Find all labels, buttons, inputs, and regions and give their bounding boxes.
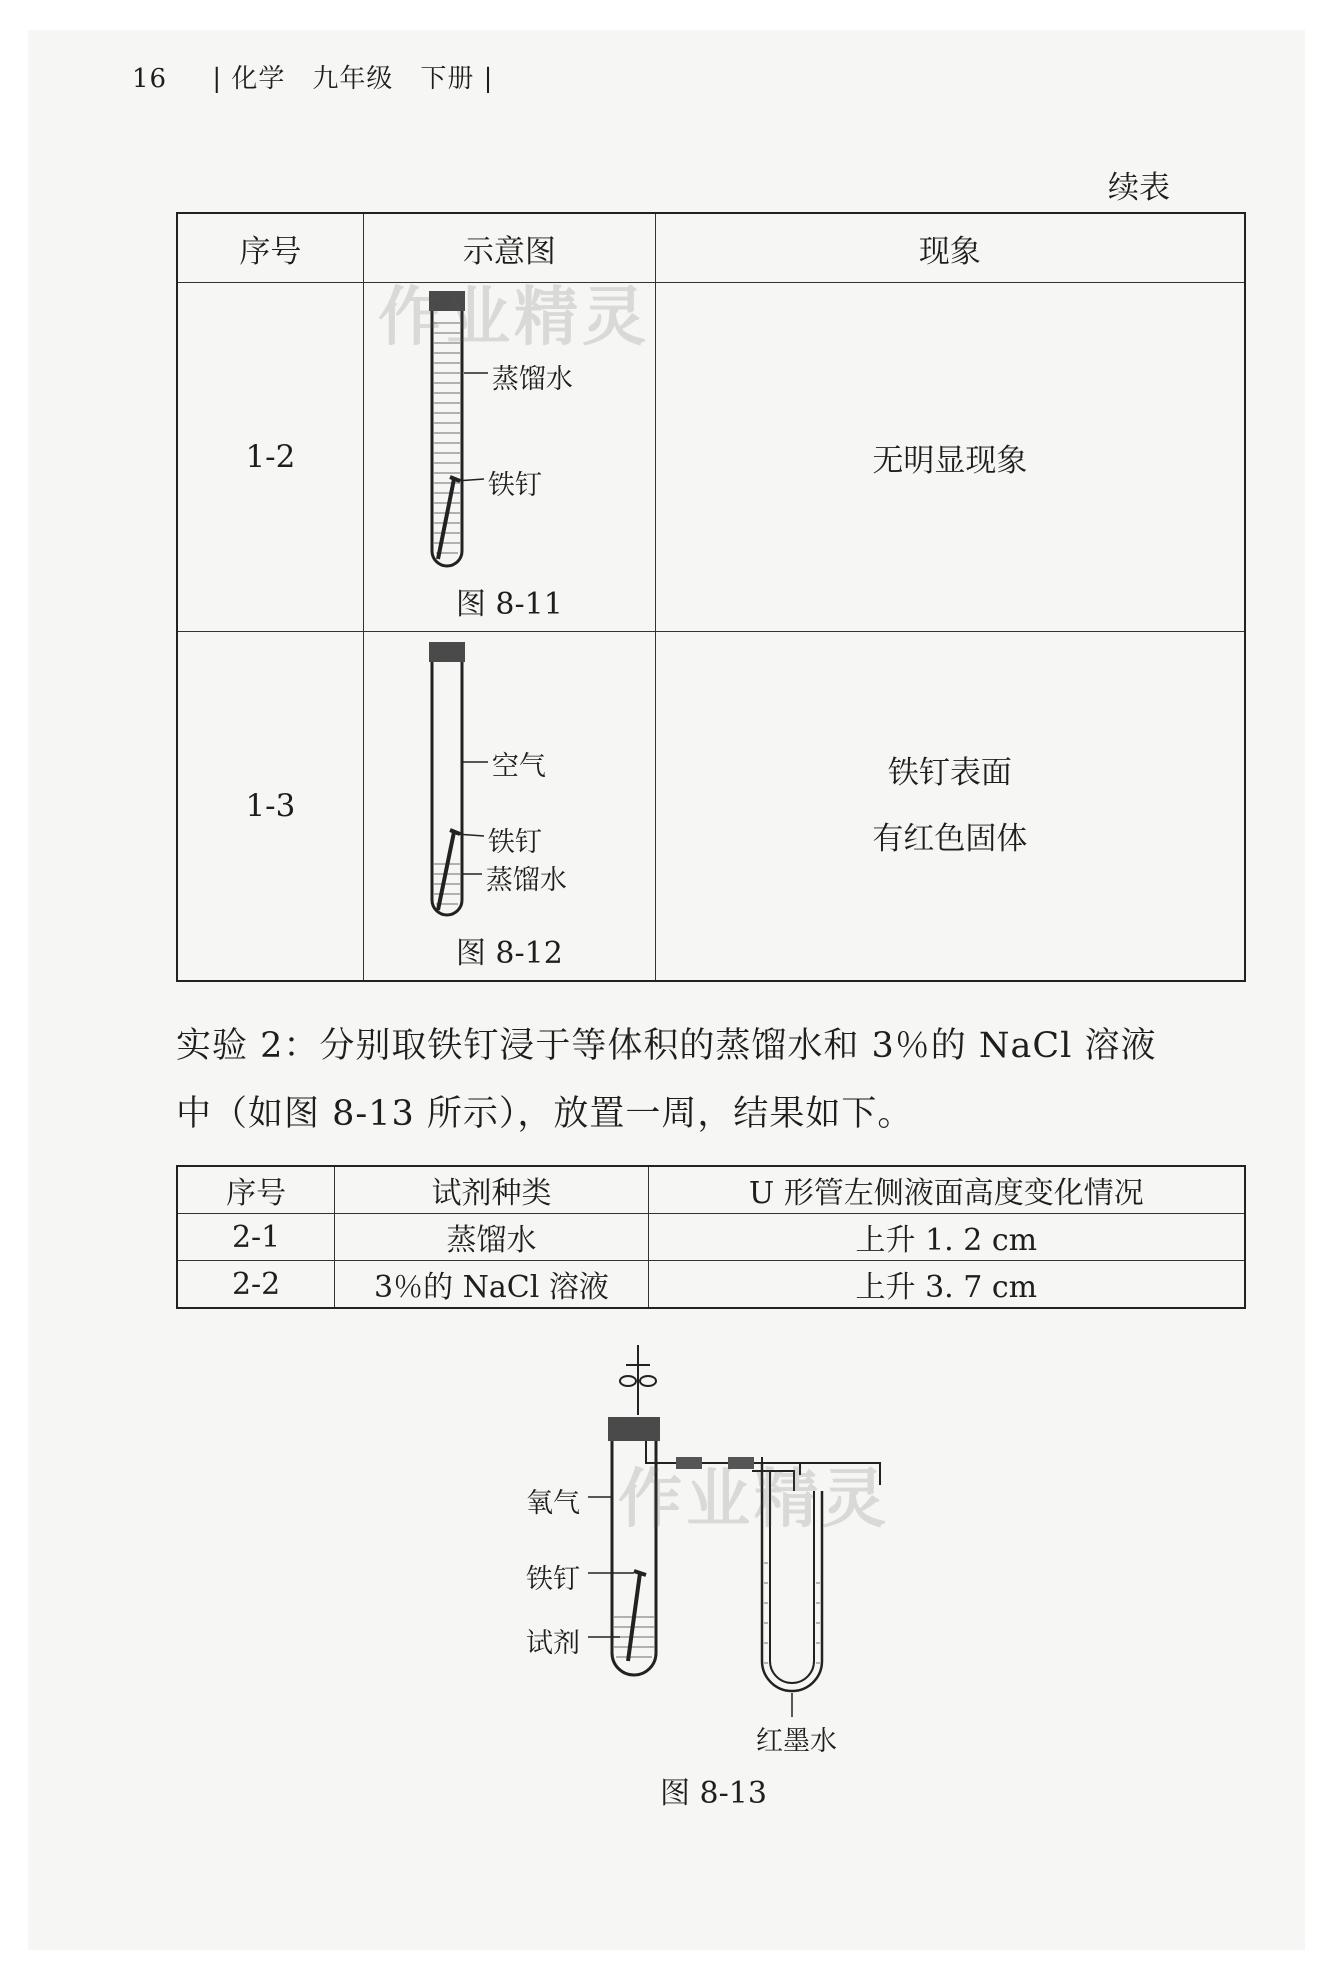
label-red-ink: 红墨水 [756, 1726, 837, 1757]
label-iron-nail: 铁钉 [526, 1564, 580, 1595]
header-cell: 现象 [655, 213, 1245, 283]
label-oxygen: 氧气 [526, 1488, 580, 1519]
row-id: 1-3 [177, 632, 363, 982]
label-distilled-water: 蒸馏水 [491, 364, 573, 395]
table-row [177, 1261, 1245, 1309]
header-cell: U 形管左侧液面高度变化情况 [648, 1166, 1245, 1214]
rubber-stopper [608, 1417, 660, 1441]
stopcock-handle [620, 1376, 636, 1386]
table-cell: 蒸馏水 [335, 1214, 648, 1261]
table-cell: 上升 3. 7 cm [648, 1261, 1245, 1309]
header-cell: 序号 [177, 213, 363, 283]
experiment1-table [176, 212, 1246, 982]
label-iron-nail: 铁钉 [487, 470, 542, 501]
figure-8-12 [364, 632, 655, 980]
figure-cell [363, 632, 655, 982]
header-cell: 序号 [177, 1166, 335, 1214]
table-cell: 3％的 NaCl 溶液 [335, 1261, 648, 1309]
page-header [132, 58, 493, 95]
table-cell: 2-2 [177, 1261, 335, 1309]
experiment2-text-line2: 中（如图 8-13 所示），放置一周，结果如下。 [176, 1094, 914, 1134]
table-cell: 2-1 [177, 1214, 335, 1261]
stopcock-handle [640, 1376, 656, 1386]
label-reagent: 试剂 [526, 1628, 580, 1659]
table-cell: 上升 1. 2 cm [648, 1214, 1245, 1261]
experiment2-table [176, 1165, 1246, 1309]
nail-head [450, 830, 460, 834]
rubber-stopper [429, 642, 465, 662]
iron-nail [438, 479, 454, 559]
header-cell: 示意图 [363, 213, 655, 283]
u-tube-apparatus-diagram [500, 1345, 920, 1765]
test-tube [432, 662, 462, 915]
experiment2-text-line1: 实验 2：分别取铁钉浸于等体积的蒸馏水和 3％的 NaCl 溶液 [176, 1026, 1157, 1066]
phenomenon-line: 无明显现象 [872, 442, 1028, 479]
label-distilled-water: 蒸馏水 [485, 865, 567, 896]
phenomenon-cell [655, 283, 1245, 632]
phenomenon-line: 铁钉表面 [887, 755, 1012, 791]
iron-nail [438, 832, 454, 910]
leader-line [456, 834, 484, 836]
table-row [177, 1214, 1245, 1261]
figure-8-13 [500, 1345, 920, 1765]
phenomenon-line: 有红色固体 [872, 821, 1028, 857]
nail-head [634, 1571, 646, 1575]
figure-caption: 图 8-11 [455, 587, 563, 622]
page-number: 16 [132, 64, 168, 94]
table-row [177, 632, 1245, 982]
row-id: 1-2 [177, 283, 363, 632]
table-row [177, 283, 1245, 632]
red-ink-fill [764, 1563, 820, 1663]
continued-label: 续表 [1108, 170, 1170, 206]
table-header-row [177, 213, 1245, 283]
figure-caption: 图 8-13 [660, 1776, 767, 1811]
figure-caption: 图 8-12 [455, 936, 563, 971]
book-title: | 化学 九年级 下册 | [212, 64, 494, 94]
header-cell: 试剂种类 [335, 1166, 648, 1214]
watermark: 作业精灵 [378, 281, 650, 355]
table-header-row [177, 1166, 1245, 1214]
watermark: 作业精灵 [618, 1463, 890, 1537]
label-iron-nail: 铁钉 [487, 827, 542, 858]
phenomenon-cell [655, 632, 1245, 982]
label-air: 空气 [491, 751, 546, 782]
